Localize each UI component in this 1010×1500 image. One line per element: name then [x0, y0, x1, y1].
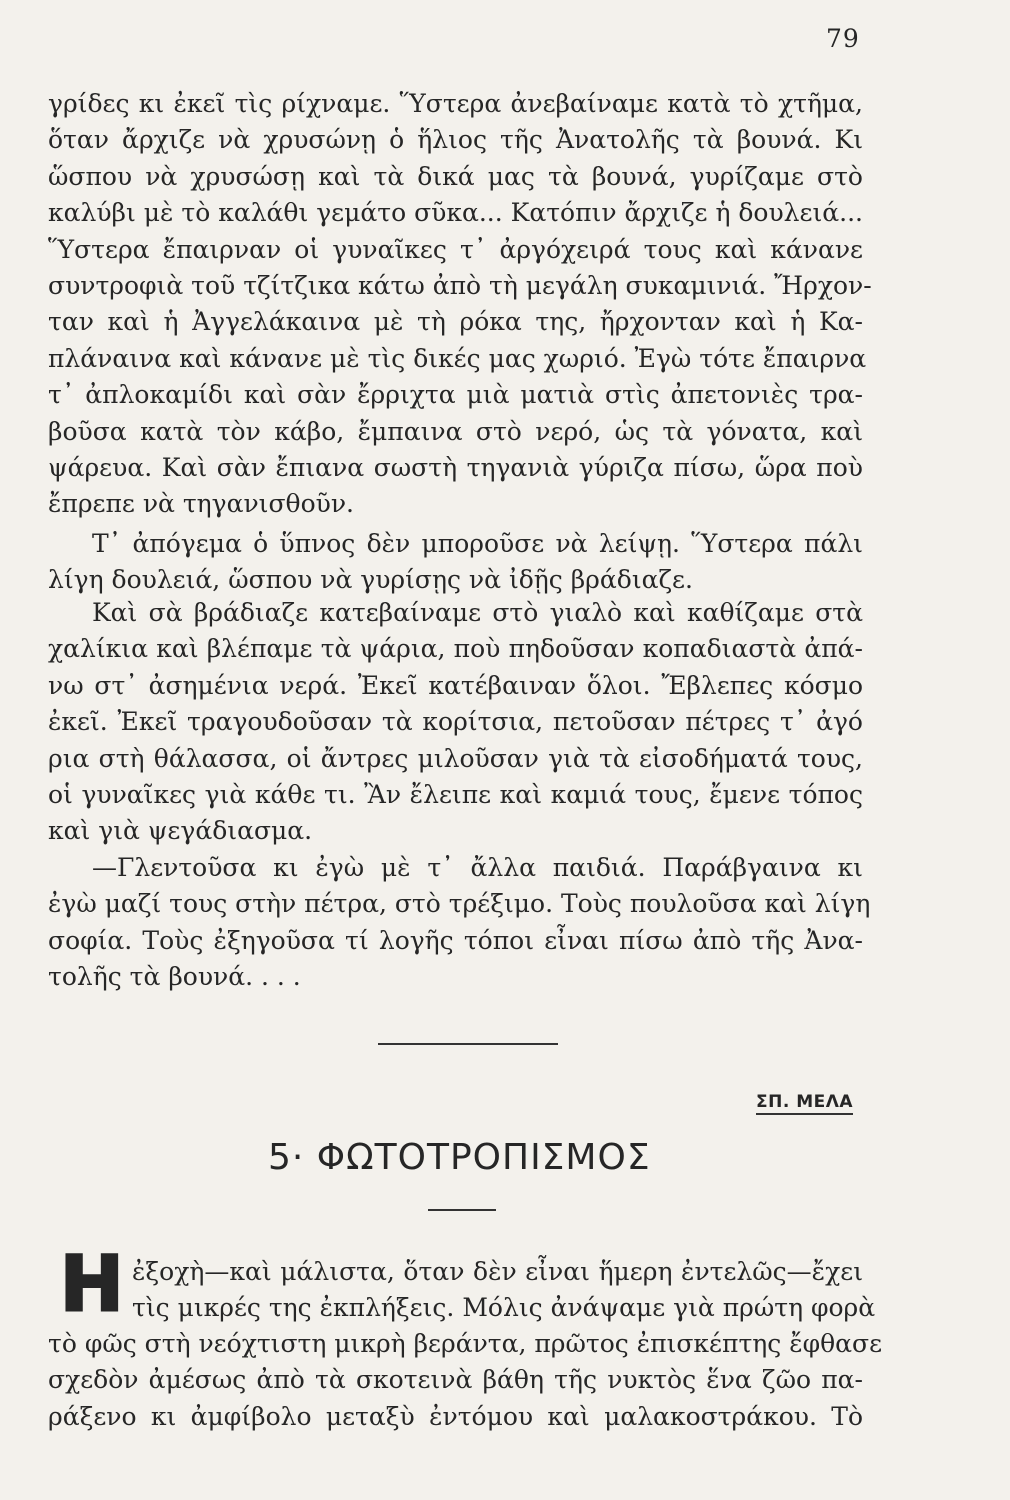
text-line: γρίδες κι ἐκεῖ τὶς ρίχναμε. Ὕστερα ἀνεβαίναμε κατὰ τὸ χτῆμα, — [48, 89, 863, 118]
text-line: νω στ᾽ ἀσημένια νερά. Ἐκεῖ κατέβαιναν ὅλοι. Ἔβλεπες κόσμο — [48, 670, 863, 700]
text-line: τὸ φῶς στὴ νεόχτιστη μικρὴ βεράντα, πρῶτος ἐπισκέπτης ἔφθασε — [48, 1329, 883, 1358]
text-line: σοφία. Τοὺς ἐξηγοῦσα τί λογῆς τόποι εἶναι πίσω ἀπὸ τῆς Ἀνα- — [48, 925, 863, 955]
text-line: βοῦσα κατὰ τὸν κάβο, ἔμπαινα στὸ νερό, ὡς τὰ γόνατα, καὶ — [48, 416, 863, 446]
title-rule — [428, 1209, 496, 1211]
text-line: καλύβι μὲ τὸ καλάθι γεμάτο σῦκα... Κατόπιν ἄρχιζε ἡ δουλειά... — [48, 198, 863, 228]
text-line: ψάρευα. Καὶ σὰν ἔπιανα σωστὴ τηγανιὰ γύριζα πίσω, ὥρα ποὺ — [48, 452, 863, 482]
paragraph-4 — [48, 1326, 883, 1435]
text-line: ὅταν ἄρχιζε νὰ χρυσώνῃ ὁ ἥλιος τῆς Ἀνατολῆς τὰ βουνά. Κι — [48, 125, 863, 155]
text-line: χαλίκια καὶ βλέπαμε τὰ ψάρια, ποὺ πηδοῦσαν κοπαδιαστὰ ἀπά- — [48, 634, 863, 664]
text-line: οἱ γυναῖκες γιὰ κάθε τι. Ἂν ἔλειπε καὶ καμιά τους, ἔμενε τόπος — [48, 779, 863, 809]
text-line: ὥσπου νὰ χρυσώσῃ καὶ τὰ δικά μας τὰ βουνά, γυρίζαμε στὸ — [48, 161, 863, 191]
text-line: τὶς μικρές της ἐκπλήξεις. Μόλις ἀνάψαμε γιὰ πρώτη φορὰ — [132, 1293, 876, 1323]
text-line: ράξενο κι ἀμφίβολο μεταξὺ ἐντόμου καὶ μαλακοστράκου. Τὸ — [48, 1401, 863, 1431]
page-number: 79 — [826, 24, 860, 53]
paragraph-4-beside-dropcap — [132, 1254, 876, 1327]
text-line: καὶ γιὰ ψεγάδιασμα. — [48, 816, 313, 846]
text-line: συντροφιὰ τοῦ τζίτζικα κάτω ἀπὸ τὴ μεγάλη συκαμινιά. Ἤρχον- — [48, 270, 872, 300]
text-line: ἐξοχὴ—καὶ μάλιστα, ὅταν δὲν εἶναι ἥμερη ἐντελῶς—ἔχει — [132, 1257, 863, 1286]
text-line: λίγη δουλειά, ὥσπου νὰ γυρίσῃς νὰ ἰδῇς βράδιαζε. — [48, 565, 693, 595]
text-line: σχεδὸν ἀμέσως ἀπὸ τὰ σκοτεινὰ βάθη τῆς νυκτὸς ἕνα ζῶο πα- — [48, 1365, 863, 1395]
text-line: τολῆς τὰ βουνά. . . . — [48, 961, 301, 991]
text-line: Ὕστερα ἔπαιρναν οἱ γυναῖκες τ᾽ ἀργόχειρά τους καὶ κάνανε — [48, 234, 863, 264]
paragraph-1 — [48, 86, 872, 523]
paragraph-3 — [48, 595, 871, 995]
drop-cap: Η — [60, 1239, 124, 1328]
text-line: —Γλεντοῦσα κι ἐγὼ μὲ τ᾽ ἄλλα παιδιά. Παράβγαινα κι — [92, 852, 863, 882]
text-line: ἐκεῖ. Ἐκεῖ τραγουδοῦσαν τὰ κορίτσια, πετοῦσαν πέτρες τ᾽ ἀγό — [48, 707, 863, 737]
text-line: τ᾽ ἀπλοκαμίδι καὶ σὰν ἔρριχτα μιὰ ματιὰ στὶς ἀπετονιὲς τρα- — [48, 380, 863, 410]
section-title: 5· ΦΩΤΟΤΡΟΠΙΣΜΟΣ — [268, 1137, 651, 1178]
text-line: Καὶ σὰ βράδιαζε κατεβαίναμε στὸ γιαλὸ καὶ καθίζαμε στὰ — [92, 598, 863, 627]
text-line: Τ᾽ ἀπόγεμα ὁ ὕπνος δὲν μποροῦσε νὰ λείψῃ. Ὕστερα πάλι — [92, 529, 863, 558]
text-line: ἔπρεπε νὰ τηγανισθοῦν. — [48, 489, 354, 519]
paragraph-2 — [48, 526, 863, 599]
text-line: ἐγὼ μαζί τους στὴν πέτρα, στὸ τρέξιμο. Τοὺς πουλοῦσα καὶ λίγη — [48, 889, 871, 919]
section-separator — [378, 1043, 558, 1045]
text-line: ταν καὶ ἡ Ἀγγελάκαινα μὲ τὴ ρόκα της, ἤρχονταν καὶ ἡ Κα- — [48, 307, 863, 337]
text-line: πλάναινα καὶ κάνανε μὲ τὶς δικές μας χωριό. Ἐγὼ τότε ἔπαιρνα — [48, 343, 867, 373]
author-signature: ΣΠ. ΜΕΛΑ — [756, 1092, 853, 1115]
text-line: ρια στὴ θάλασσα, οἱ ἄντρες μιλοῦσαν γιὰ τὰ εἰσοδήματά τους, — [48, 743, 863, 773]
